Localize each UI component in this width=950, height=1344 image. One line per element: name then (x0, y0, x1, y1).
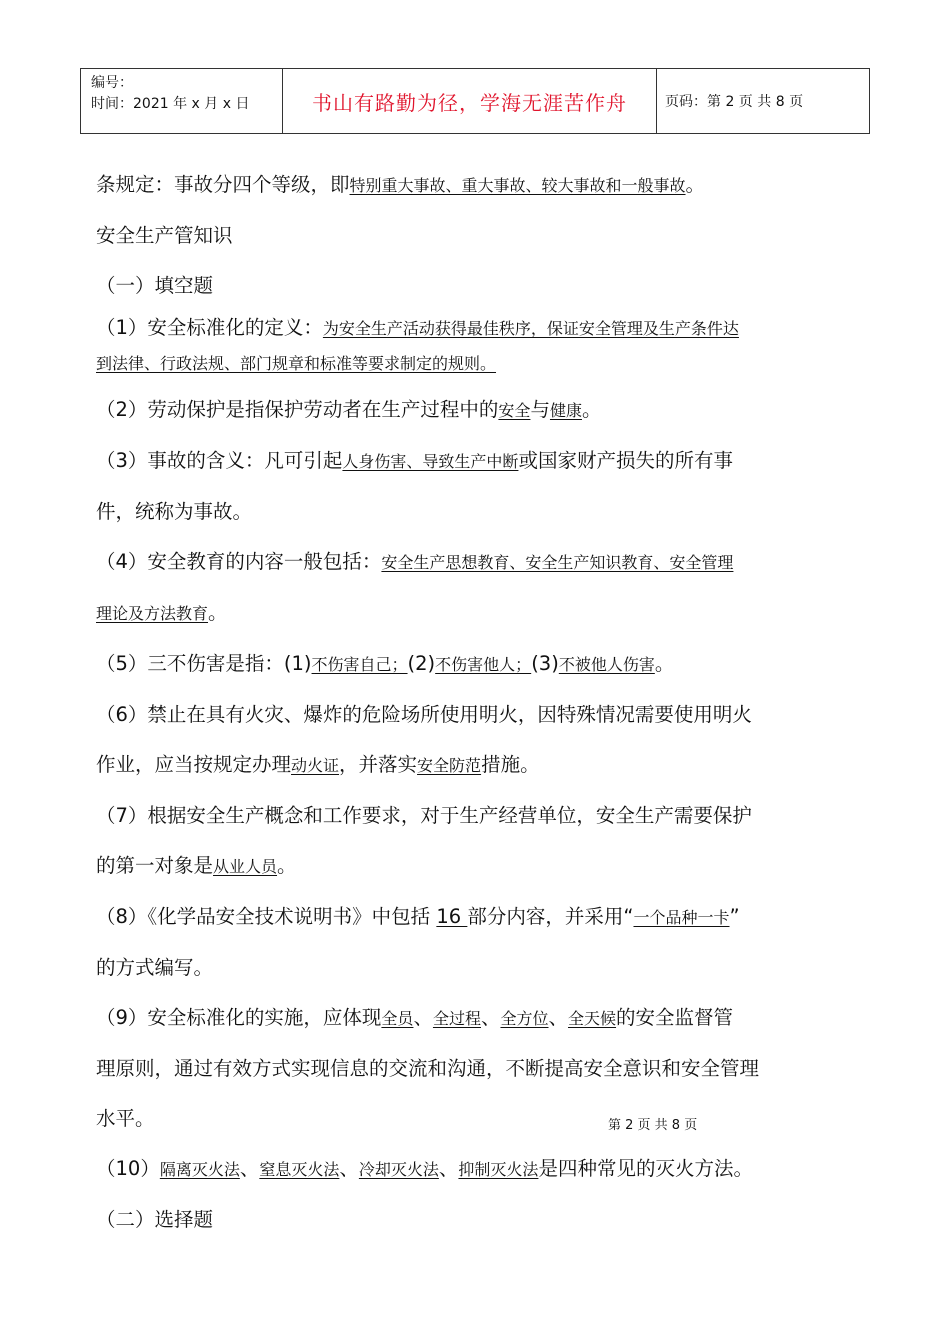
line: （6）禁止在具有火灾、爆炸的危险场所使用明火，因特殊情况需要使用明火 (96, 703, 752, 726)
number-label: 编号： (91, 75, 133, 91)
subsection-multiple-choice: （二）选择题 (96, 1208, 214, 1231)
answer: 16 (436, 905, 468, 928)
line: （7）根据安全生产概念和工作要求，对于生产经营单位，安全生产需要保护 (96, 804, 752, 827)
answer: 全员 (381, 1009, 414, 1028)
line (96, 892, 858, 943)
answer: 安全防范 (417, 756, 482, 775)
header-meta-cell (81, 69, 283, 133)
answer: 隔离灭火法 (159, 1160, 240, 1179)
question-5 (96, 639, 858, 690)
answer: 从业人员 (213, 857, 278, 876)
header-page-label: 页码：第 2 页 共 8 页 (665, 94, 804, 110)
line: 的方式编写。 (96, 956, 214, 979)
text: 与 (530, 398, 550, 421)
question-6 (96, 690, 858, 791)
text: （10） (96, 1157, 160, 1180)
header-motto: 书山有路勤为径，学海无涯苦作舟 (283, 69, 657, 133)
line (96, 588, 858, 639)
text: 或国家财产损失的所有事 (518, 449, 733, 472)
text: 。 (581, 398, 602, 421)
text: (3) (531, 652, 559, 675)
text: 、 (413, 1006, 433, 1029)
document-body (96, 160, 858, 1245)
question-3 (96, 436, 858, 537)
text: （3）事故的含义：凡可引起 (96, 449, 343, 472)
text: （2）劳动保护是指保护劳动者在生产过程中的 (96, 398, 499, 421)
text: 。 (685, 173, 706, 196)
line (96, 841, 858, 892)
answer: 冷却灭火法 (358, 1160, 439, 1179)
text: 的第一对象是 (96, 854, 214, 877)
line: 水平。 (96, 1107, 155, 1130)
subsection-fill-blank: （一）填空题 (96, 274, 214, 297)
line: 理原则，通过有效方式实现信息的交流和沟通，不断提高安全意识和安全管理 (96, 1057, 760, 1080)
text: (2) (407, 652, 436, 675)
text: 、 (438, 1157, 459, 1180)
answer: 窒息灭火法 (259, 1160, 340, 1179)
answer: 全方位 (500, 1009, 549, 1028)
answer: 动火证 (291, 756, 340, 775)
answer: 健康 (549, 401, 582, 420)
answer: 全天候 (568, 1009, 617, 1028)
line (96, 740, 858, 791)
answer: 理论及方法教育 (96, 604, 209, 623)
answer: 安全生产思想教育、安全生产知识教育、安全管理 (381, 553, 734, 572)
text: 作业，应当按规定办理 (96, 753, 292, 776)
text: 是四种常见的灭火方法。 (538, 1157, 753, 1180)
header-table (80, 68, 870, 134)
line (96, 436, 858, 487)
text: 部分内容，并采用“ (467, 905, 634, 928)
line: 件，统称为事故。 (96, 500, 253, 523)
page-footer-mark: 第 2 页 共 8 页 (608, 1118, 698, 1133)
text: 。 (277, 854, 297, 877)
text: （8）《化学品安全技术说明书》中包括 (96, 905, 437, 928)
text: ，并落实 (339, 753, 418, 776)
line (96, 346, 858, 381)
text: （4）安全教育的内容一般包括： (96, 550, 382, 573)
answer: 人身伤害、导致生产中断 (342, 452, 519, 471)
text: 的安全监督管 (616, 1006, 734, 1029)
question-10 (96, 1144, 858, 1195)
text: 、 (339, 1157, 359, 1180)
answer: 到法律、行政法规、部门规章和标准等要求制定的规则。 (96, 354, 497, 373)
answer: 抑制灭火法 (458, 1160, 539, 1179)
text: 。 (208, 601, 228, 624)
question-7 (96, 791, 858, 892)
question-8 (96, 892, 858, 993)
answer: 不被他人伤害 (558, 655, 655, 674)
question-2 (96, 385, 858, 436)
section-title: 安全生产管知识 (96, 224, 233, 247)
answer: 一个品种一卡 (633, 908, 730, 927)
answer: 不伤害他人； (435, 655, 532, 674)
question-4 (96, 537, 858, 639)
line (96, 993, 858, 1044)
answer: 不伤害自己； (311, 655, 408, 674)
answer: 全过程 (432, 1009, 481, 1028)
answer: 安全 (498, 401, 531, 420)
answer: 为安全生产活动获得最佳秩序，保证安全管理及生产条件达 (322, 319, 739, 338)
text: 措施。 (481, 753, 540, 776)
question-1 (96, 311, 858, 381)
text: （1）安全标准化的定义： (96, 316, 323, 339)
text: 条规定：事故分四个等级，即 (96, 173, 350, 196)
paragraph-rule (96, 160, 858, 211)
line (96, 311, 858, 346)
line (96, 537, 858, 588)
text: 、 (239, 1157, 260, 1180)
text: （5）三不伤害是指：(1) (96, 652, 312, 675)
text: 。 (654, 652, 675, 675)
time-label: 时间：2021 年 x 月 x 日 (91, 96, 250, 112)
text: 、 (548, 1006, 569, 1029)
text: 、 (480, 1006, 501, 1029)
answer: 特别重大事故、重大事故、较大事故和一般事故 (349, 176, 686, 195)
text: （9）安全标准化的实施，应体现 (96, 1006, 382, 1029)
question-9 (96, 993, 858, 1144)
text: ” (729, 905, 740, 928)
